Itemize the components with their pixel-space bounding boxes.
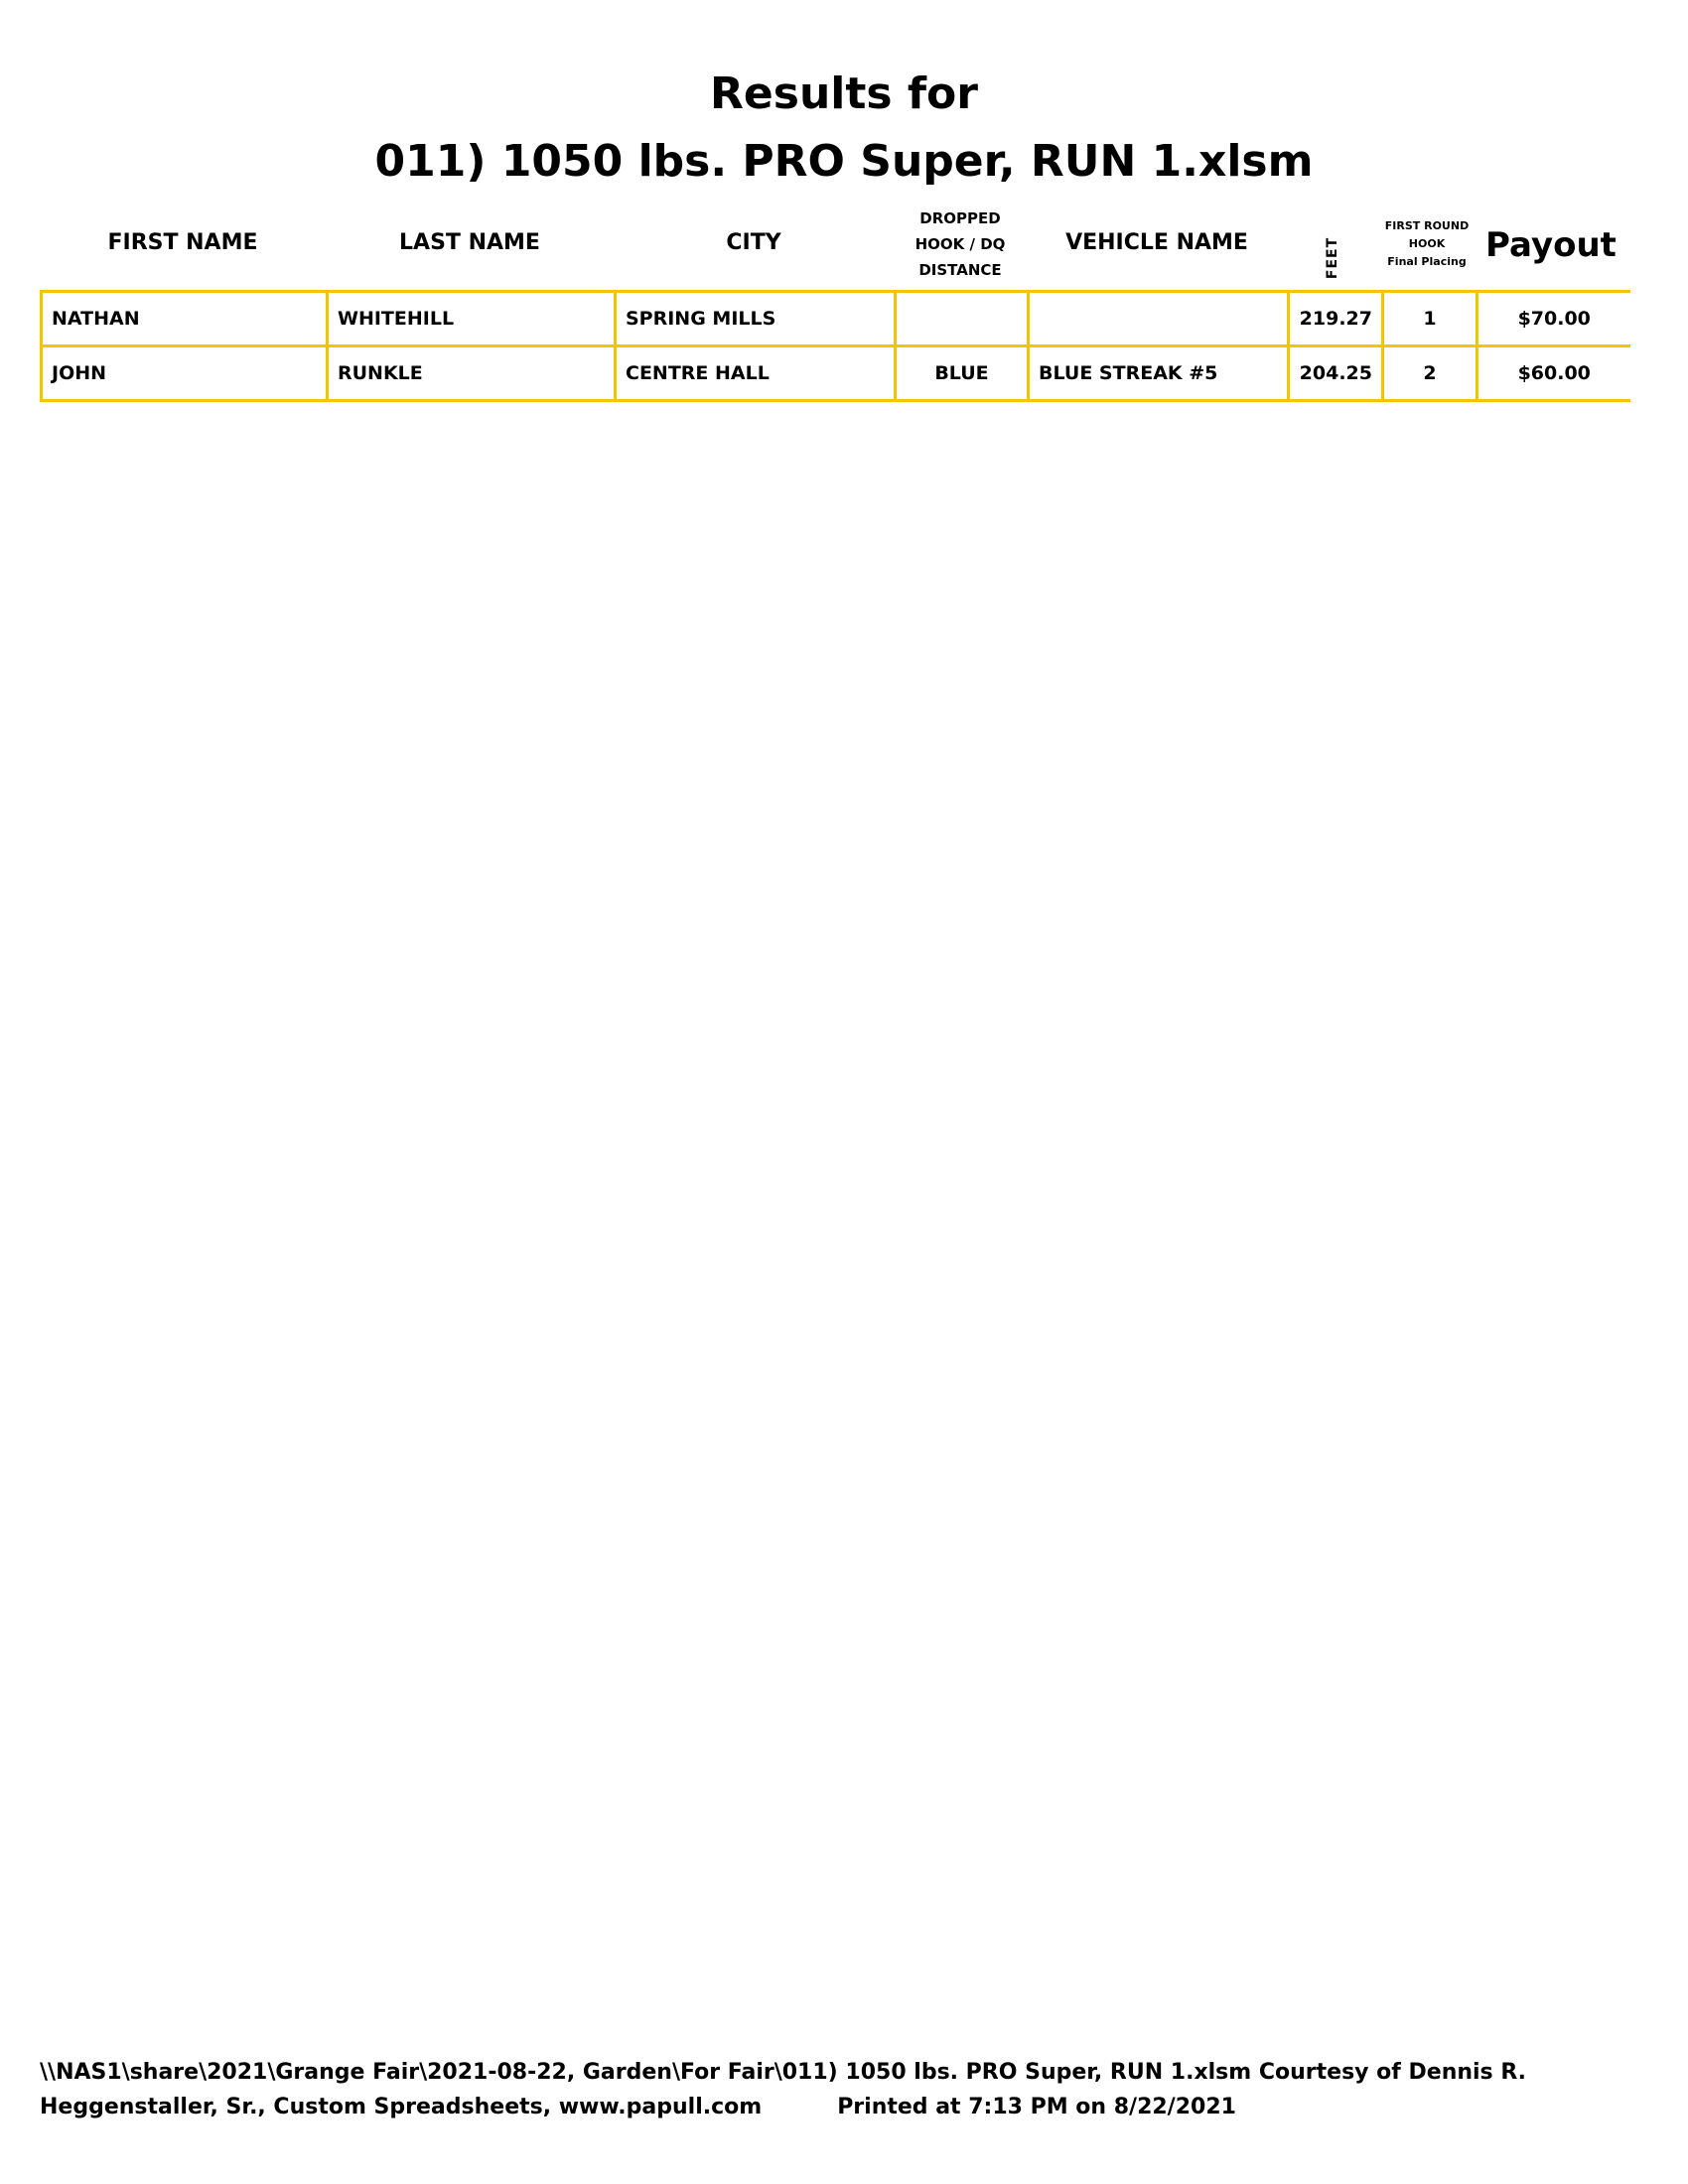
- page-title: Results for: [710, 68, 978, 119]
- cell-payout: $70.00: [1477, 292, 1630, 346]
- cell-first-name: NATHAN: [42, 292, 328, 346]
- cell-feet: 204.25: [1289, 346, 1383, 401]
- cell-city: CENTRE HALL: [616, 346, 896, 401]
- footer-printed-at: Printed at 7:13 PM on 8/22/2021: [837, 2095, 1236, 2119]
- header-placing-line2: HOOK: [1408, 237, 1446, 250]
- table-row: [42, 346, 1630, 401]
- header-dropped-line3: DISTANCE: [918, 261, 1002, 279]
- cell-vehicle-name: BLUE STREAK #5: [1029, 346, 1289, 401]
- header-placing-line1: FIRST ROUND: [1384, 219, 1470, 232]
- footer-file-path: \\NAS1\share\2021\Grange Fair\2021-08-22, Garden\For Fair\011) 1050 lbs. PRO Super, RUN 1.xlsm Courtesy of Dennis R.: [40, 2060, 1527, 2085]
- cell-payout: $60.00: [1477, 346, 1630, 401]
- cell-first-name: JOHN: [42, 346, 328, 401]
- footer-credit-line: [40, 2091, 1628, 2124]
- cell-placing: 1: [1383, 292, 1477, 346]
- cell-dropped: [896, 292, 1029, 346]
- header-feet: [1318, 238, 1347, 278]
- header-feet-label: FEET: [1325, 236, 1340, 280]
- cell-dropped: BLUE: [896, 346, 1029, 401]
- cell-last-name: RUNKLE: [328, 346, 616, 401]
- header-placing-line3: Final Placing: [1387, 255, 1467, 268]
- table-row: [42, 292, 1630, 346]
- cell-last-name: WHITEHILL: [328, 292, 616, 346]
- header-vehicle-name: VEHICLE NAME: [1065, 230, 1248, 255]
- header-city: CITY: [726, 230, 781, 255]
- cell-vehicle-name: [1029, 292, 1289, 346]
- header-first-name: FIRST NAME: [107, 230, 258, 255]
- footer-credit: Heggenstaller, Sr., Custom Spreadsheets, www.papull.com: [40, 2095, 763, 2119]
- header-dropped-line1: DROPPED: [919, 209, 1001, 227]
- page-subtitle: 011) 1050 lbs. PRO Super, RUN 1.xlsm: [374, 136, 1314, 187]
- header-last-name: LAST NAME: [399, 230, 540, 255]
- results-table: [40, 290, 1630, 402]
- cell-city: SPRING MILLS: [616, 292, 896, 346]
- cell-feet: 219.27: [1289, 292, 1383, 346]
- cell-placing: 2: [1383, 346, 1477, 401]
- header-payout: Payout: [1485, 225, 1617, 265]
- header-dropped-line2: HOOK / DQ: [914, 235, 1006, 253]
